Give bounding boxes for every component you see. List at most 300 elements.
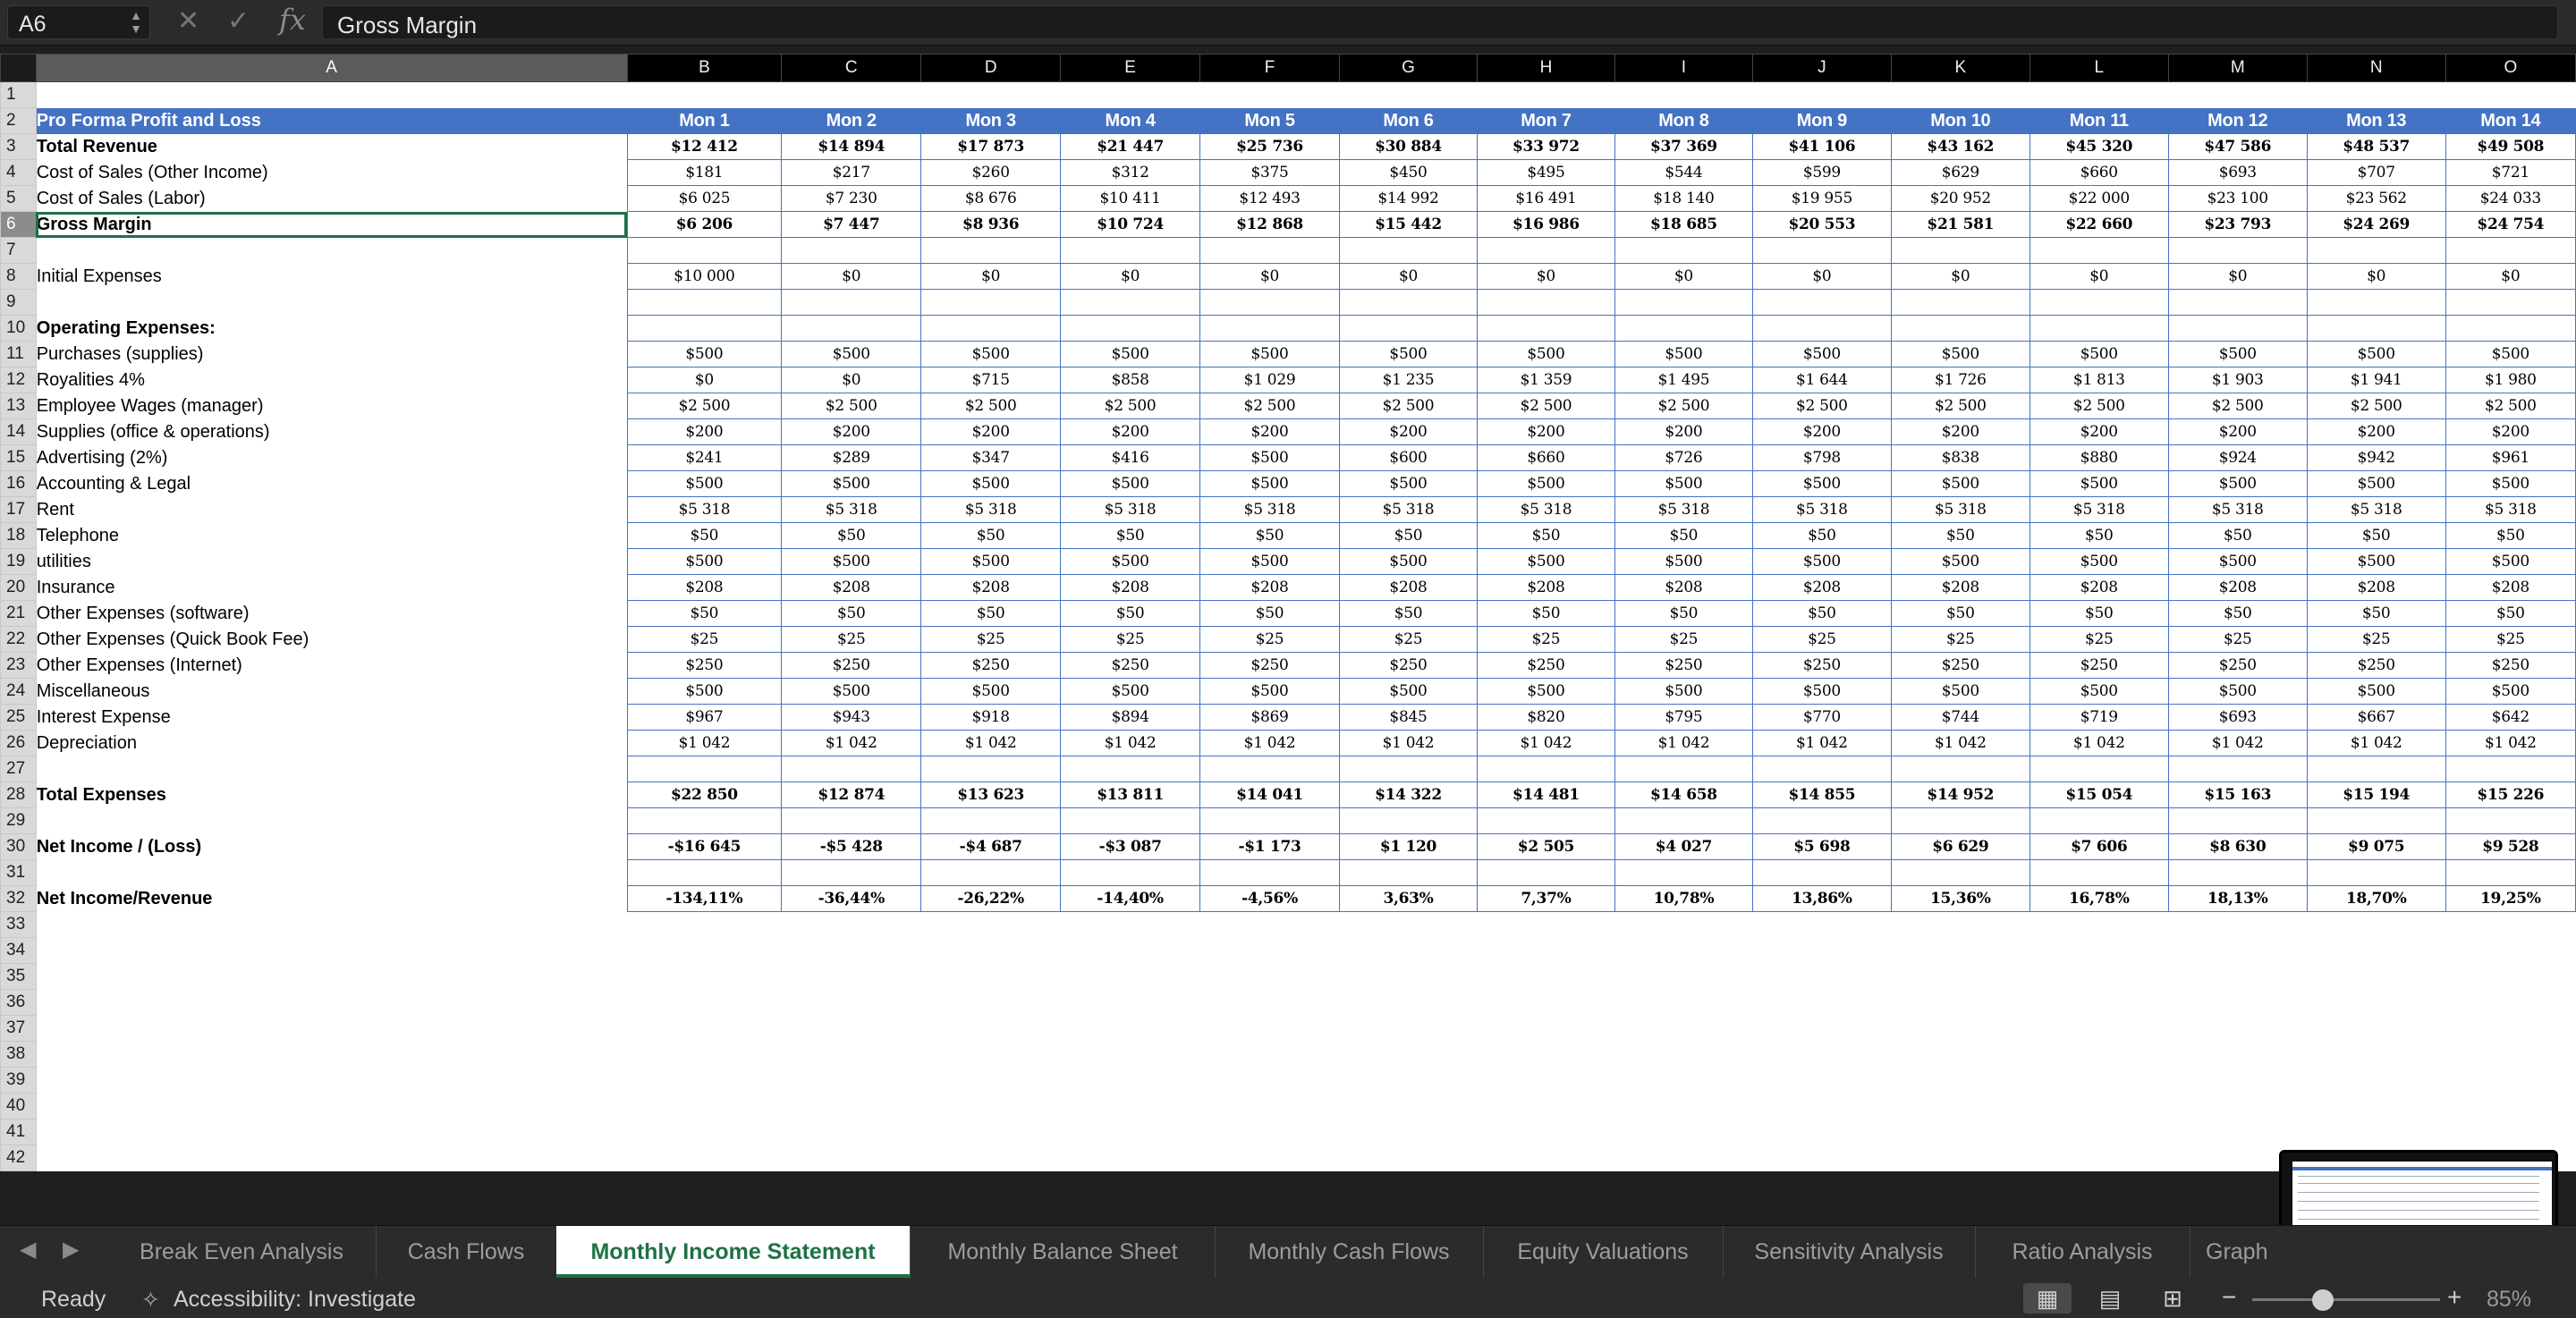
value-cell[interactable]: [1339, 1068, 1477, 1094]
value-cell[interactable]: $7 606: [2029, 834, 2168, 860]
value-cell[interactable]: $1 941: [2307, 368, 2445, 393]
value-cell[interactable]: [627, 82, 782, 108]
value-cell[interactable]: [1200, 912, 1340, 938]
value-cell[interactable]: $250: [2168, 653, 2307, 679]
value-cell[interactable]: [1614, 938, 1752, 964]
value-cell[interactable]: $50: [627, 523, 782, 549]
column-header[interactable]: J: [1752, 55, 1891, 82]
normal-view-button[interactable]: [2023, 1283, 2072, 1314]
value-cell[interactable]: $45 320: [2029, 134, 2168, 160]
value-cell[interactable]: $250: [1061, 653, 1200, 679]
value-cell[interactable]: [1200, 1042, 1340, 1068]
value-cell[interactable]: $0: [627, 368, 782, 393]
tab-ratio-analysis[interactable]: Ratio Analysis: [1975, 1226, 2190, 1278]
value-cell[interactable]: [2445, 938, 2575, 964]
value-cell[interactable]: [2029, 290, 2168, 316]
value-cell[interactable]: $375: [1200, 160, 1340, 186]
value-cell[interactable]: $918: [921, 705, 1061, 731]
row-header[interactable]: 11: [1, 342, 37, 368]
value-cell[interactable]: [1477, 82, 1614, 108]
zoom-level[interactable]: 85%: [2487, 1287, 2532, 1312]
row-label-cell[interactable]: Supplies (office & operations): [36, 419, 627, 445]
zoom-out-icon[interactable]: −: [2222, 1283, 2237, 1311]
value-cell[interactable]: $15 194: [2307, 782, 2445, 808]
value-cell[interactable]: 16,78%: [2029, 886, 2168, 912]
value-cell[interactable]: [2307, 964, 2445, 990]
value-cell[interactable]: $14 894: [782, 134, 921, 160]
value-cell[interactable]: $2 500: [1200, 393, 1340, 419]
row-label-cell[interactable]: [36, 964, 627, 990]
value-cell[interactable]: $25: [2029, 627, 2168, 653]
value-cell[interactable]: [1891, 290, 2029, 316]
value-cell[interactable]: [1752, 1145, 1891, 1171]
value-cell[interactable]: 15,36%: [1891, 886, 2029, 912]
row-label-cell[interactable]: Pro Forma Profit and Loss: [36, 108, 627, 134]
value-cell[interactable]: 7,37%: [1477, 886, 1614, 912]
value-cell[interactable]: $1 042: [1477, 731, 1614, 756]
value-cell[interactable]: $500: [1752, 549, 1891, 575]
value-cell[interactable]: [782, 290, 921, 316]
value-cell[interactable]: $1 042: [1614, 731, 1752, 756]
value-cell[interactable]: -26,22%: [921, 886, 1061, 912]
value-cell[interactable]: $924: [2168, 445, 2307, 471]
value-cell[interactable]: $250: [2307, 653, 2445, 679]
value-cell[interactable]: $23 793: [2168, 212, 2307, 238]
value-cell[interactable]: $181: [627, 160, 782, 186]
row-label-cell[interactable]: [36, 912, 627, 938]
value-cell[interactable]: $5 318: [921, 497, 1061, 523]
value-cell[interactable]: [921, 1119, 1061, 1145]
value-cell[interactable]: $2 500: [2168, 393, 2307, 419]
value-cell[interactable]: $25: [1752, 627, 1891, 653]
row-header[interactable]: 33: [1, 912, 37, 938]
value-cell[interactable]: $1 359: [1477, 368, 1614, 393]
value-cell[interactable]: [2445, 1042, 2575, 1068]
value-cell[interactable]: -$4 687: [921, 834, 1061, 860]
row-label-cell[interactable]: [36, 238, 627, 264]
value-cell[interactable]: $500: [2307, 679, 2445, 705]
value-cell[interactable]: [1061, 1016, 1200, 1042]
value-cell[interactable]: $200: [1200, 419, 1340, 445]
row-header[interactable]: 32: [1, 886, 37, 912]
value-cell[interactable]: [1339, 990, 1477, 1016]
value-cell[interactable]: [2445, 1119, 2575, 1145]
value-cell[interactable]: $1 903: [2168, 368, 2307, 393]
value-cell[interactable]: [782, 82, 921, 108]
value-cell[interactable]: [921, 316, 1061, 342]
row-header[interactable]: 38: [1, 1042, 37, 1068]
value-cell[interactable]: -134,11%: [627, 886, 782, 912]
value-cell[interactable]: [627, 860, 782, 886]
row-header[interactable]: 31: [1, 860, 37, 886]
row-label-cell[interactable]: [36, 1068, 627, 1094]
zoom-slider[interactable]: [2252, 1298, 2440, 1301]
row-label-cell[interactable]: Cost of Sales (Other Income): [36, 160, 627, 186]
value-cell[interactable]: [1200, 316, 1340, 342]
value-cell[interactable]: [1891, 808, 2029, 834]
value-cell[interactable]: [921, 860, 1061, 886]
value-cell[interactable]: $49 508: [2445, 134, 2575, 160]
value-cell[interactable]: $50: [1891, 523, 2029, 549]
value-cell[interactable]: $500: [921, 342, 1061, 368]
value-cell[interactable]: [1339, 808, 1477, 834]
value-cell[interactable]: $208: [2029, 575, 2168, 601]
value-cell[interactable]: [782, 938, 921, 964]
value-cell[interactable]: [2029, 316, 2168, 342]
tab-sensitivity-analysis[interactable]: Sensitivity Analysis: [1723, 1226, 1976, 1278]
value-cell[interactable]: $2 500: [627, 393, 782, 419]
value-cell[interactable]: [1339, 82, 1477, 108]
value-cell[interactable]: [2168, 808, 2307, 834]
value-cell[interactable]: $5 318: [2168, 497, 2307, 523]
value-cell[interactable]: $2 500: [1752, 393, 1891, 419]
value-cell[interactable]: $250: [627, 653, 782, 679]
column-header[interactable]: F: [1200, 55, 1340, 82]
value-cell[interactable]: [627, 1068, 782, 1094]
value-cell[interactable]: $200: [1061, 419, 1200, 445]
value-cell[interactable]: -36,44%: [782, 886, 921, 912]
value-cell[interactable]: $544: [1614, 160, 1752, 186]
value-cell[interactable]: [1339, 316, 1477, 342]
value-cell[interactable]: [2307, 808, 2445, 834]
column-header[interactable]: D: [921, 55, 1061, 82]
value-cell[interactable]: $14 481: [1477, 782, 1614, 808]
value-cell[interactable]: Mon 2: [782, 108, 921, 134]
value-cell[interactable]: [627, 1016, 782, 1042]
value-cell[interactable]: $2 500: [2029, 393, 2168, 419]
value-cell[interactable]: [1061, 756, 1200, 782]
value-cell[interactable]: $500: [1477, 471, 1614, 497]
value-cell[interactable]: $0: [2168, 264, 2307, 290]
value-cell[interactable]: $726: [1614, 445, 1752, 471]
value-cell[interactable]: [2029, 238, 2168, 264]
value-cell[interactable]: $500: [1339, 471, 1477, 497]
zoom-in-icon[interactable]: +: [2447, 1283, 2462, 1311]
value-cell[interactable]: [782, 1119, 921, 1145]
row-header[interactable]: 22: [1, 627, 37, 653]
value-cell[interactable]: $19 955: [1752, 186, 1891, 212]
value-cell[interactable]: $200: [1477, 419, 1614, 445]
value-cell[interactable]: -$16 645: [627, 834, 782, 860]
value-cell[interactable]: $880: [2029, 445, 2168, 471]
value-cell[interactable]: $600: [1339, 445, 1477, 471]
value-cell[interactable]: [2168, 1042, 2307, 1068]
value-cell[interactable]: $18 140: [1614, 186, 1752, 212]
value-cell[interactable]: $500: [627, 679, 782, 705]
value-cell[interactable]: $208: [1339, 575, 1477, 601]
value-cell[interactable]: [1061, 82, 1200, 108]
value-cell[interactable]: $22 660: [2029, 212, 2168, 238]
value-cell[interactable]: [1752, 756, 1891, 782]
row-header[interactable]: 29: [1, 808, 37, 834]
value-cell[interactable]: $25 736: [1200, 134, 1340, 160]
value-cell[interactable]: $500: [1200, 471, 1340, 497]
row-header[interactable]: 1: [1, 82, 37, 108]
value-cell[interactable]: $1 042: [2307, 731, 2445, 756]
value-cell[interactable]: $500: [2168, 549, 2307, 575]
value-cell[interactable]: [1339, 238, 1477, 264]
value-cell[interactable]: $798: [1752, 445, 1891, 471]
row-header[interactable]: 13: [1, 393, 37, 419]
value-cell[interactable]: $719: [2029, 705, 2168, 731]
value-cell[interactable]: $200: [1752, 419, 1891, 445]
value-cell[interactable]: $707: [2307, 160, 2445, 186]
value-cell[interactable]: $260: [921, 160, 1061, 186]
value-cell[interactable]: -$3 087: [1061, 834, 1200, 860]
value-cell[interactable]: [1477, 1016, 1614, 1042]
row-label-cell[interactable]: Depreciation: [36, 731, 627, 756]
value-cell[interactable]: [1477, 990, 1614, 1016]
value-cell[interactable]: $50: [1614, 601, 1752, 627]
value-cell[interactable]: [1891, 1145, 2029, 1171]
value-cell[interactable]: [1061, 290, 1200, 316]
row-header[interactable]: 23: [1, 653, 37, 679]
value-cell[interactable]: [2445, 756, 2575, 782]
value-cell[interactable]: $5 318: [1200, 497, 1340, 523]
value-cell[interactable]: $21 447: [1061, 134, 1200, 160]
value-cell[interactable]: [1200, 860, 1340, 886]
tab-monthly-income-statement[interactable]: Monthly Income Statement: [556, 1226, 911, 1278]
value-cell[interactable]: [627, 238, 782, 264]
value-cell[interactable]: $50: [1891, 601, 2029, 627]
value-cell[interactable]: [1200, 964, 1340, 990]
value-cell[interactable]: $208: [2168, 575, 2307, 601]
value-cell[interactable]: [1891, 1068, 2029, 1094]
value-cell[interactable]: $500: [2445, 471, 2575, 497]
value-cell[interactable]: $500: [921, 679, 1061, 705]
value-cell[interactable]: [2307, 1094, 2445, 1119]
row-label-cell[interactable]: [36, 290, 627, 316]
value-cell[interactable]: [1477, 1119, 1614, 1145]
value-cell[interactable]: [1200, 808, 1340, 834]
value-cell[interactable]: [1200, 1145, 1340, 1171]
value-cell[interactable]: [1061, 938, 1200, 964]
value-cell[interactable]: $500: [1614, 549, 1752, 575]
value-cell[interactable]: $50: [921, 601, 1061, 627]
value-cell[interactable]: $2 500: [1477, 393, 1614, 419]
tab-equity-valuations[interactable]: Equity Valuations: [1483, 1226, 1724, 1278]
value-cell[interactable]: $2 500: [1061, 393, 1200, 419]
value-cell[interactable]: $5 318: [1339, 497, 1477, 523]
row-label-cell[interactable]: [36, 1145, 627, 1171]
value-cell[interactable]: [2307, 1119, 2445, 1145]
value-cell[interactable]: $30 884: [1339, 134, 1477, 160]
page-layout-view-button[interactable]: [2086, 1283, 2134, 1314]
value-cell[interactable]: [1752, 316, 1891, 342]
value-cell[interactable]: $500: [1614, 342, 1752, 368]
value-cell[interactable]: [1477, 756, 1614, 782]
value-cell[interactable]: [1752, 290, 1891, 316]
value-cell[interactable]: $312: [1061, 160, 1200, 186]
cancel-icon[interactable]: ✕: [177, 6, 200, 36]
value-cell[interactable]: $2 500: [1614, 393, 1752, 419]
value-cell[interactable]: [1891, 964, 2029, 990]
value-cell[interactable]: $50: [1477, 523, 1614, 549]
row-label-cell[interactable]: Insurance: [36, 575, 627, 601]
value-cell[interactable]: [1200, 1094, 1340, 1119]
value-cell[interactable]: [921, 1042, 1061, 1068]
value-cell[interactable]: $2 500: [2307, 393, 2445, 419]
value-cell[interactable]: [2445, 808, 2575, 834]
value-cell[interactable]: [1752, 860, 1891, 886]
value-cell[interactable]: $25: [1200, 627, 1340, 653]
value-cell[interactable]: Mon 8: [1614, 108, 1752, 134]
value-cell[interactable]: $6 025: [627, 186, 782, 212]
value-cell[interactable]: [1891, 938, 2029, 964]
value-cell[interactable]: $208: [1614, 575, 1752, 601]
row-header[interactable]: 14: [1, 419, 37, 445]
row-label-cell[interactable]: Gross Margin: [36, 212, 627, 238]
value-cell[interactable]: $1 042: [2445, 731, 2575, 756]
value-cell[interactable]: [2445, 1016, 2575, 1042]
value-cell[interactable]: [1752, 808, 1891, 834]
zoom-slider-handle[interactable]: [2312, 1289, 2334, 1311]
value-cell[interactable]: $50: [1061, 523, 1200, 549]
value-cell[interactable]: $5 318: [1614, 497, 1752, 523]
row-header[interactable]: 36: [1, 990, 37, 1016]
value-cell[interactable]: Mon 11: [2029, 108, 2168, 134]
value-cell[interactable]: $15 054: [2029, 782, 2168, 808]
value-cell[interactable]: $50: [782, 523, 921, 549]
value-cell[interactable]: [921, 964, 1061, 990]
value-cell[interactable]: [1200, 238, 1340, 264]
value-cell[interactable]: $50: [782, 601, 921, 627]
value-cell[interactable]: $13 623: [921, 782, 1061, 808]
value-cell[interactable]: $500: [1614, 471, 1752, 497]
row-label-cell[interactable]: Net Income / (Loss): [36, 834, 627, 860]
value-cell[interactable]: $25: [1477, 627, 1614, 653]
value-cell[interactable]: $12 493: [1200, 186, 1340, 212]
row-header[interactable]: 25: [1, 705, 37, 731]
value-cell[interactable]: $1 042: [1200, 731, 1340, 756]
value-cell[interactable]: $500: [1752, 342, 1891, 368]
value-cell[interactable]: [921, 808, 1061, 834]
value-cell[interactable]: $500: [627, 342, 782, 368]
row-label-cell[interactable]: [36, 82, 627, 108]
value-cell[interactable]: $500: [1752, 679, 1891, 705]
value-cell[interactable]: [2307, 938, 2445, 964]
value-cell[interactable]: [1614, 1016, 1752, 1042]
row-header[interactable]: 34: [1, 938, 37, 964]
row-header[interactable]: 4: [1, 160, 37, 186]
value-cell[interactable]: $0: [1614, 264, 1752, 290]
row-header[interactable]: 9: [1, 290, 37, 316]
value-cell[interactable]: [627, 912, 782, 938]
value-cell[interactable]: [2029, 912, 2168, 938]
value-cell[interactable]: $289: [782, 445, 921, 471]
value-cell[interactable]: $667: [2307, 705, 2445, 731]
value-cell[interactable]: [2029, 1094, 2168, 1119]
value-cell[interactable]: $5 318: [1891, 497, 2029, 523]
value-cell[interactable]: [782, 990, 921, 1016]
column-header[interactable]: K: [1891, 55, 2029, 82]
value-cell[interactable]: $642: [2445, 705, 2575, 731]
value-cell[interactable]: [2307, 316, 2445, 342]
value-cell[interactable]: -$1 173: [1200, 834, 1340, 860]
row-header[interactable]: 26: [1, 731, 37, 756]
row-label-cell[interactable]: Purchases (supplies): [36, 342, 627, 368]
value-cell[interactable]: $0: [1752, 264, 1891, 290]
row-header[interactable]: 8: [1, 264, 37, 290]
accessibility-icon[interactable]: ✧: [141, 1288, 160, 1313]
value-cell[interactable]: [921, 756, 1061, 782]
value-cell[interactable]: $23 562: [2307, 186, 2445, 212]
value-cell[interactable]: $715: [921, 368, 1061, 393]
value-cell[interactable]: $25: [1891, 627, 2029, 653]
value-cell[interactable]: $500: [2168, 679, 2307, 705]
value-cell[interactable]: [2307, 912, 2445, 938]
row-label-cell[interactable]: Net Income/Revenue: [36, 886, 627, 912]
row-label-cell[interactable]: Operating Expenses:: [36, 316, 627, 342]
value-cell[interactable]: $500: [2168, 342, 2307, 368]
value-cell[interactable]: [1061, 808, 1200, 834]
value-cell[interactable]: Mon 14: [2445, 108, 2575, 134]
value-cell[interactable]: $20 952: [1891, 186, 2029, 212]
value-cell[interactable]: [1752, 964, 1891, 990]
value-cell[interactable]: [2307, 860, 2445, 886]
value-cell[interactable]: $1 042: [1752, 731, 1891, 756]
value-cell[interactable]: $1 042: [782, 731, 921, 756]
value-cell[interactable]: [1061, 1119, 1200, 1145]
value-cell[interactable]: [2445, 238, 2575, 264]
value-cell[interactable]: $1 813: [2029, 368, 2168, 393]
value-cell[interactable]: $1 726: [1891, 368, 2029, 393]
value-cell[interactable]: [1891, 316, 2029, 342]
value-cell[interactable]: $10 724: [1061, 212, 1200, 238]
value-cell[interactable]: [1061, 1068, 1200, 1094]
value-cell[interactable]: [2168, 938, 2307, 964]
value-cell[interactable]: [2307, 1068, 2445, 1094]
row-label-cell[interactable]: Other Expenses (Quick Book Fee): [36, 627, 627, 653]
value-cell[interactable]: $241: [627, 445, 782, 471]
value-cell[interactable]: [2445, 964, 2575, 990]
value-cell[interactable]: Mon 6: [1339, 108, 1477, 134]
value-cell[interactable]: [1891, 1016, 2029, 1042]
value-cell[interactable]: $5 318: [2445, 497, 2575, 523]
value-cell[interactable]: [782, 1068, 921, 1094]
value-cell[interactable]: [1477, 238, 1614, 264]
column-header[interactable]: L: [2029, 55, 2168, 82]
value-cell[interactable]: [1339, 1119, 1477, 1145]
value-cell[interactable]: [1339, 1094, 1477, 1119]
value-cell[interactable]: $869: [1200, 705, 1340, 731]
value-cell[interactable]: $500: [1061, 342, 1200, 368]
value-cell[interactable]: $50: [2168, 601, 2307, 627]
value-cell[interactable]: [2307, 990, 2445, 1016]
value-cell[interactable]: $18 685: [1614, 212, 1752, 238]
value-cell[interactable]: $838: [1891, 445, 2029, 471]
value-cell[interactable]: [921, 990, 1061, 1016]
value-cell[interactable]: $217: [782, 160, 921, 186]
value-cell[interactable]: [1477, 860, 1614, 886]
value-cell[interactable]: $25: [627, 627, 782, 653]
value-cell[interactable]: [1891, 82, 2029, 108]
formula-text[interactable]: Gross Margin: [337, 12, 478, 38]
row-header[interactable]: 41: [1, 1119, 37, 1145]
value-cell[interactable]: [1477, 1145, 1614, 1171]
tab-graph[interactable]: Graph: [2206, 1239, 2268, 1264]
value-cell[interactable]: $25: [921, 627, 1061, 653]
value-cell[interactable]: [1891, 756, 2029, 782]
value-cell[interactable]: $942: [2307, 445, 2445, 471]
value-cell[interactable]: $500: [1200, 549, 1340, 575]
value-cell[interactable]: [2445, 860, 2575, 886]
value-cell[interactable]: [1339, 1016, 1477, 1042]
value-cell[interactable]: $208: [2445, 575, 2575, 601]
value-cell[interactable]: [1614, 1094, 1752, 1119]
tab-monthly-balance-sheet[interactable]: Monthly Balance Sheet: [911, 1226, 1216, 1278]
value-cell[interactable]: $500: [1477, 679, 1614, 705]
